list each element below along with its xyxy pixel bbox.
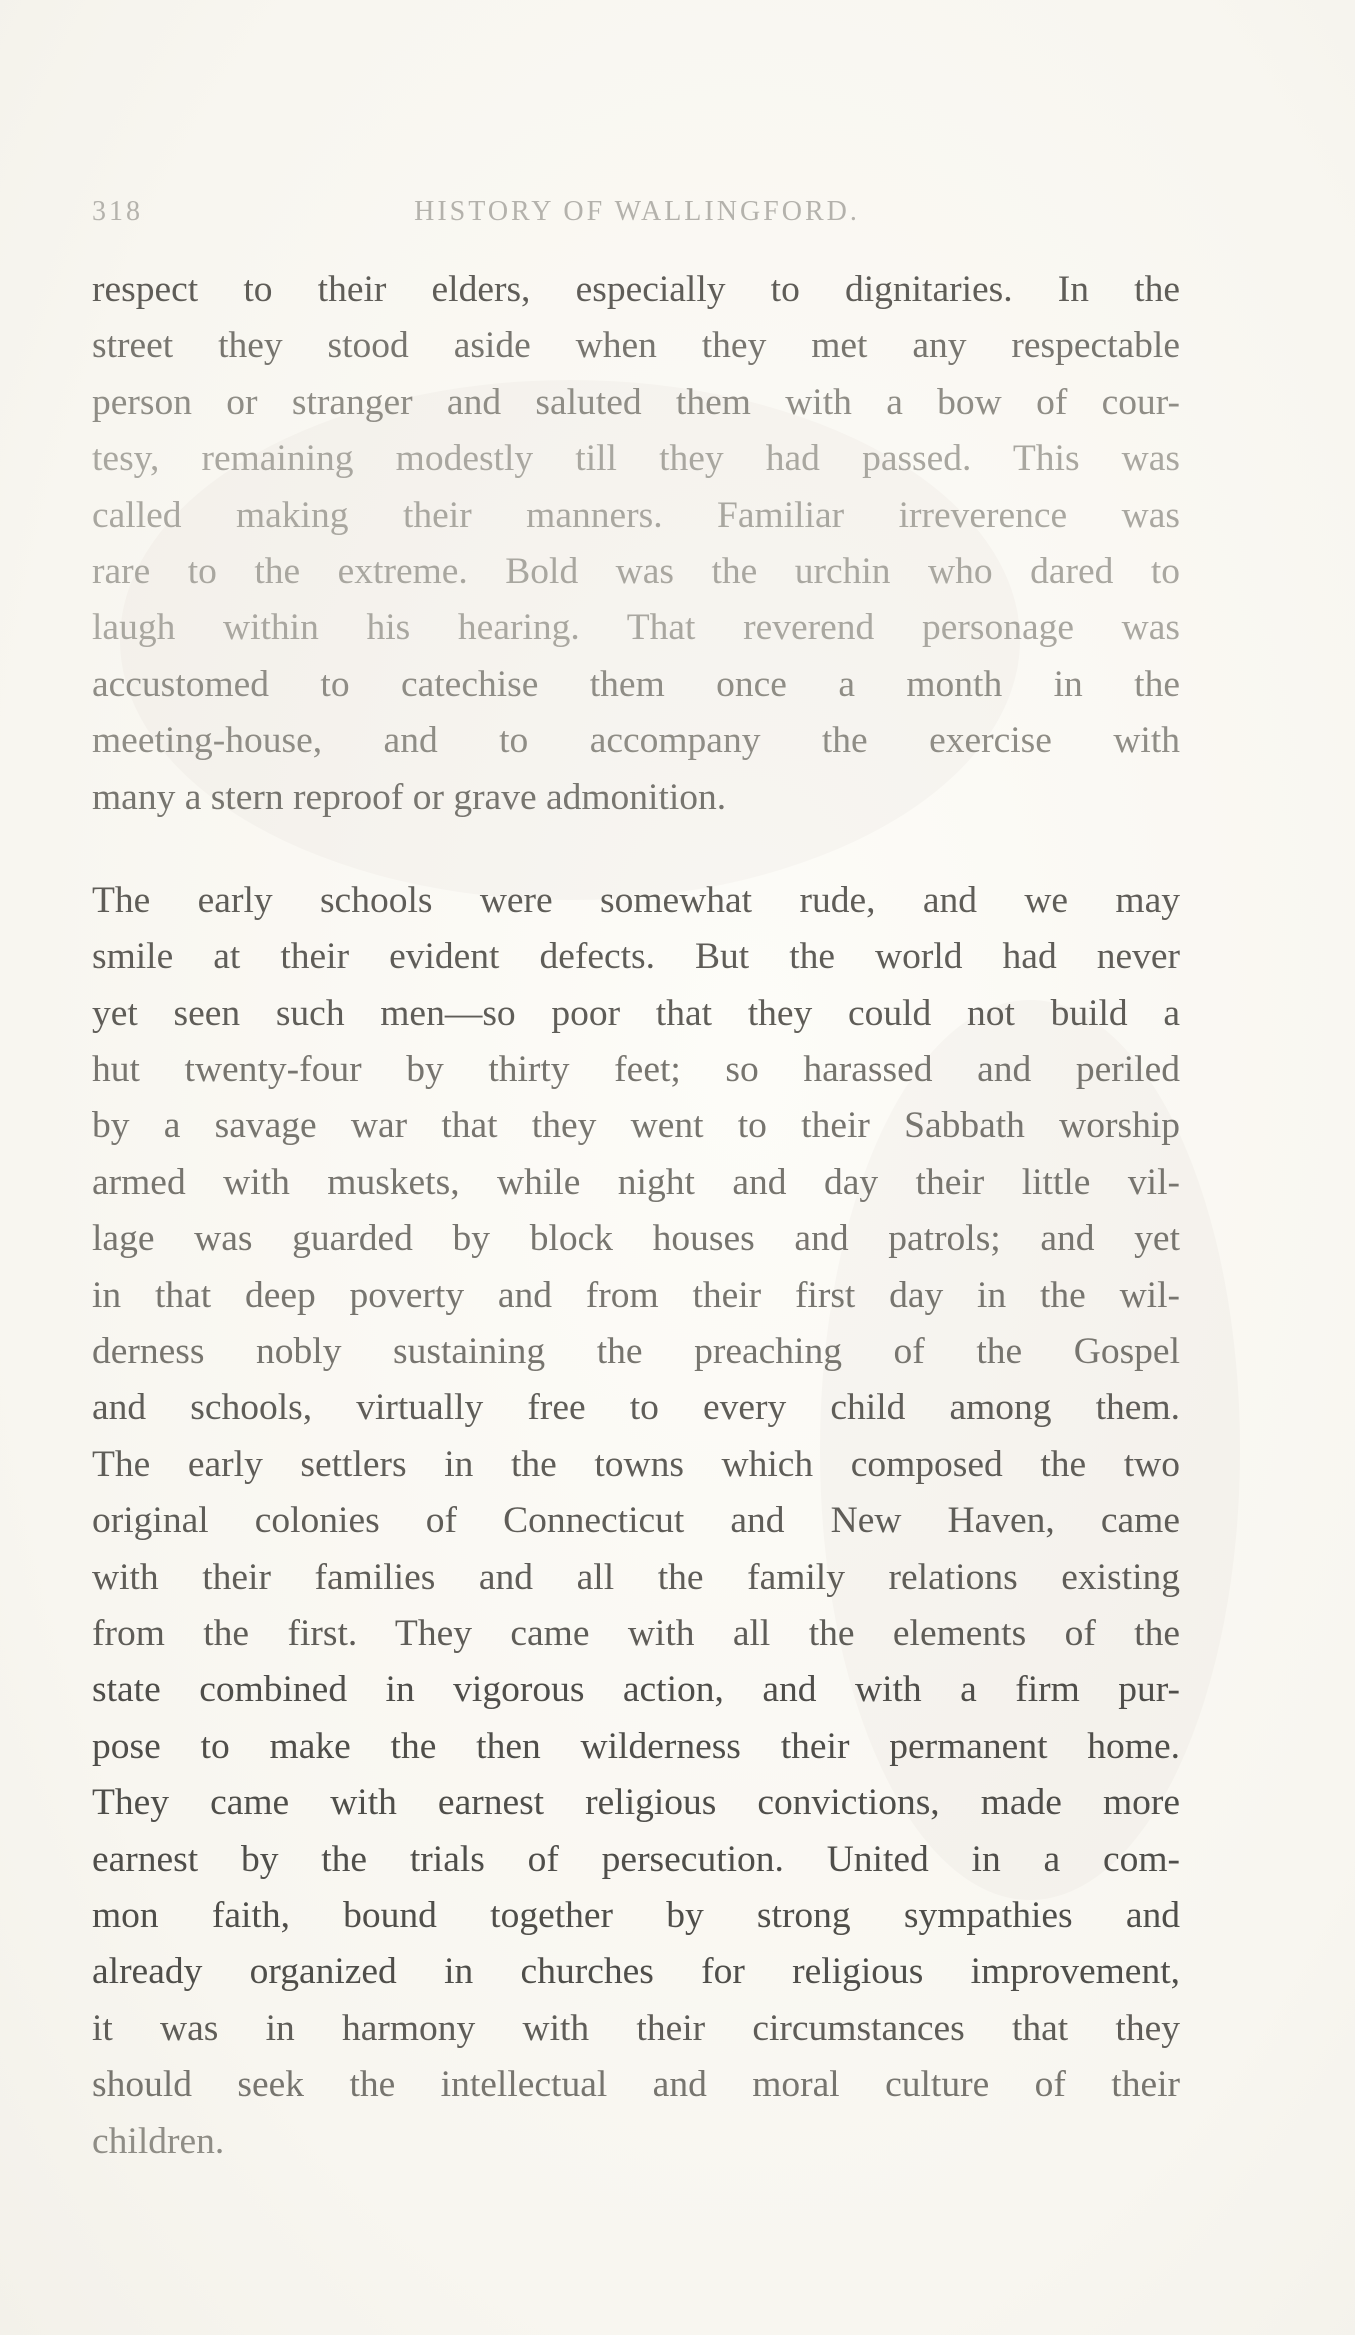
page-number: 318 (92, 196, 143, 227)
text-line: by a savage war that they went to their Sabbath worship (92, 1105, 1180, 1147)
text-line: rare to the extreme. Bold was the urchin who dared to (92, 550, 1180, 592)
text-line: children. (92, 2120, 225, 2162)
text-line: with their families and all the family relations existing (92, 1556, 1180, 1598)
text-line: already organized in churches for religious improvement, (92, 1951, 1180, 1993)
text-line: accustomed to catechise them once a month in the (92, 663, 1180, 705)
text-line: it was in harmony with their circumstances that they (92, 2007, 1180, 2049)
text-line: smile at their evident defects. But the world had never (92, 936, 1180, 978)
text-line: earnest by the trials of persecution. United in a com- (92, 1838, 1180, 1880)
text-line: derness nobly sustaining the preaching of the Gospel (92, 1331, 1180, 1373)
text-line: meeting-house, and to accompany the exercise with (92, 720, 1180, 762)
text-line: laugh within his hearing. That reverend personage was (92, 607, 1180, 649)
text-line: street they stood aside when they met any respectable (92, 325, 1180, 367)
text-line: lage was guarded by block houses and patrols; and yet (92, 1218, 1180, 1260)
text-line: respect to their elders, especially to dignitaries. In the (92, 269, 1180, 310)
running-head (92, 196, 1182, 236)
text-line: They came with earnest religious convictions, made more (92, 1782, 1180, 1824)
body-text (92, 262, 1180, 2170)
text-line: in that deep poverty and from their first day in the wil- (92, 1274, 1180, 1316)
text-line: The early settlers in the towns which composed the two (92, 1443, 1180, 1485)
text-line: armed with muskets, while night and day their little vil- (92, 1161, 1180, 1203)
text-line: should seek the intellectual and moral culture of their (92, 2064, 1180, 2106)
text-line: from the first. They came with all the elements of the (92, 1612, 1180, 1654)
text-line: many a stern reproof or grave admonition. (92, 776, 727, 818)
paragraph-1 (92, 262, 1180, 826)
text-line: original colonies of Connecticut and New Haven, came (92, 1500, 1180, 1542)
text-line: pose to make the then wilderness their permanent home. (92, 1725, 1180, 1767)
paragraph-2 (92, 873, 1180, 2170)
text-line: tesy, remaining modestly till they had passed. This was (92, 438, 1180, 480)
text-line: and schools, virtually free to every child among them. (92, 1387, 1180, 1429)
text-line: mon faith, bound together by strong sympathies and (92, 1894, 1180, 1936)
text-line: yet seen such men—so poor that they could not build a (92, 992, 1180, 1034)
text-line: called making their manners. Familiar irreverence was (92, 494, 1180, 536)
running-title: HISTORY OF WALLINGFORD. (414, 196, 860, 227)
text-line: hut twenty-four by thirty feet; so harassed and periled (92, 1049, 1180, 1091)
text-line: state combined in vigorous action, and with a firm pur- (92, 1669, 1180, 1711)
text-line: The early schools were somewhat rude, and we may (92, 879, 1180, 921)
text-line: person or stranger and saluted them with a bow of cour- (92, 381, 1180, 423)
